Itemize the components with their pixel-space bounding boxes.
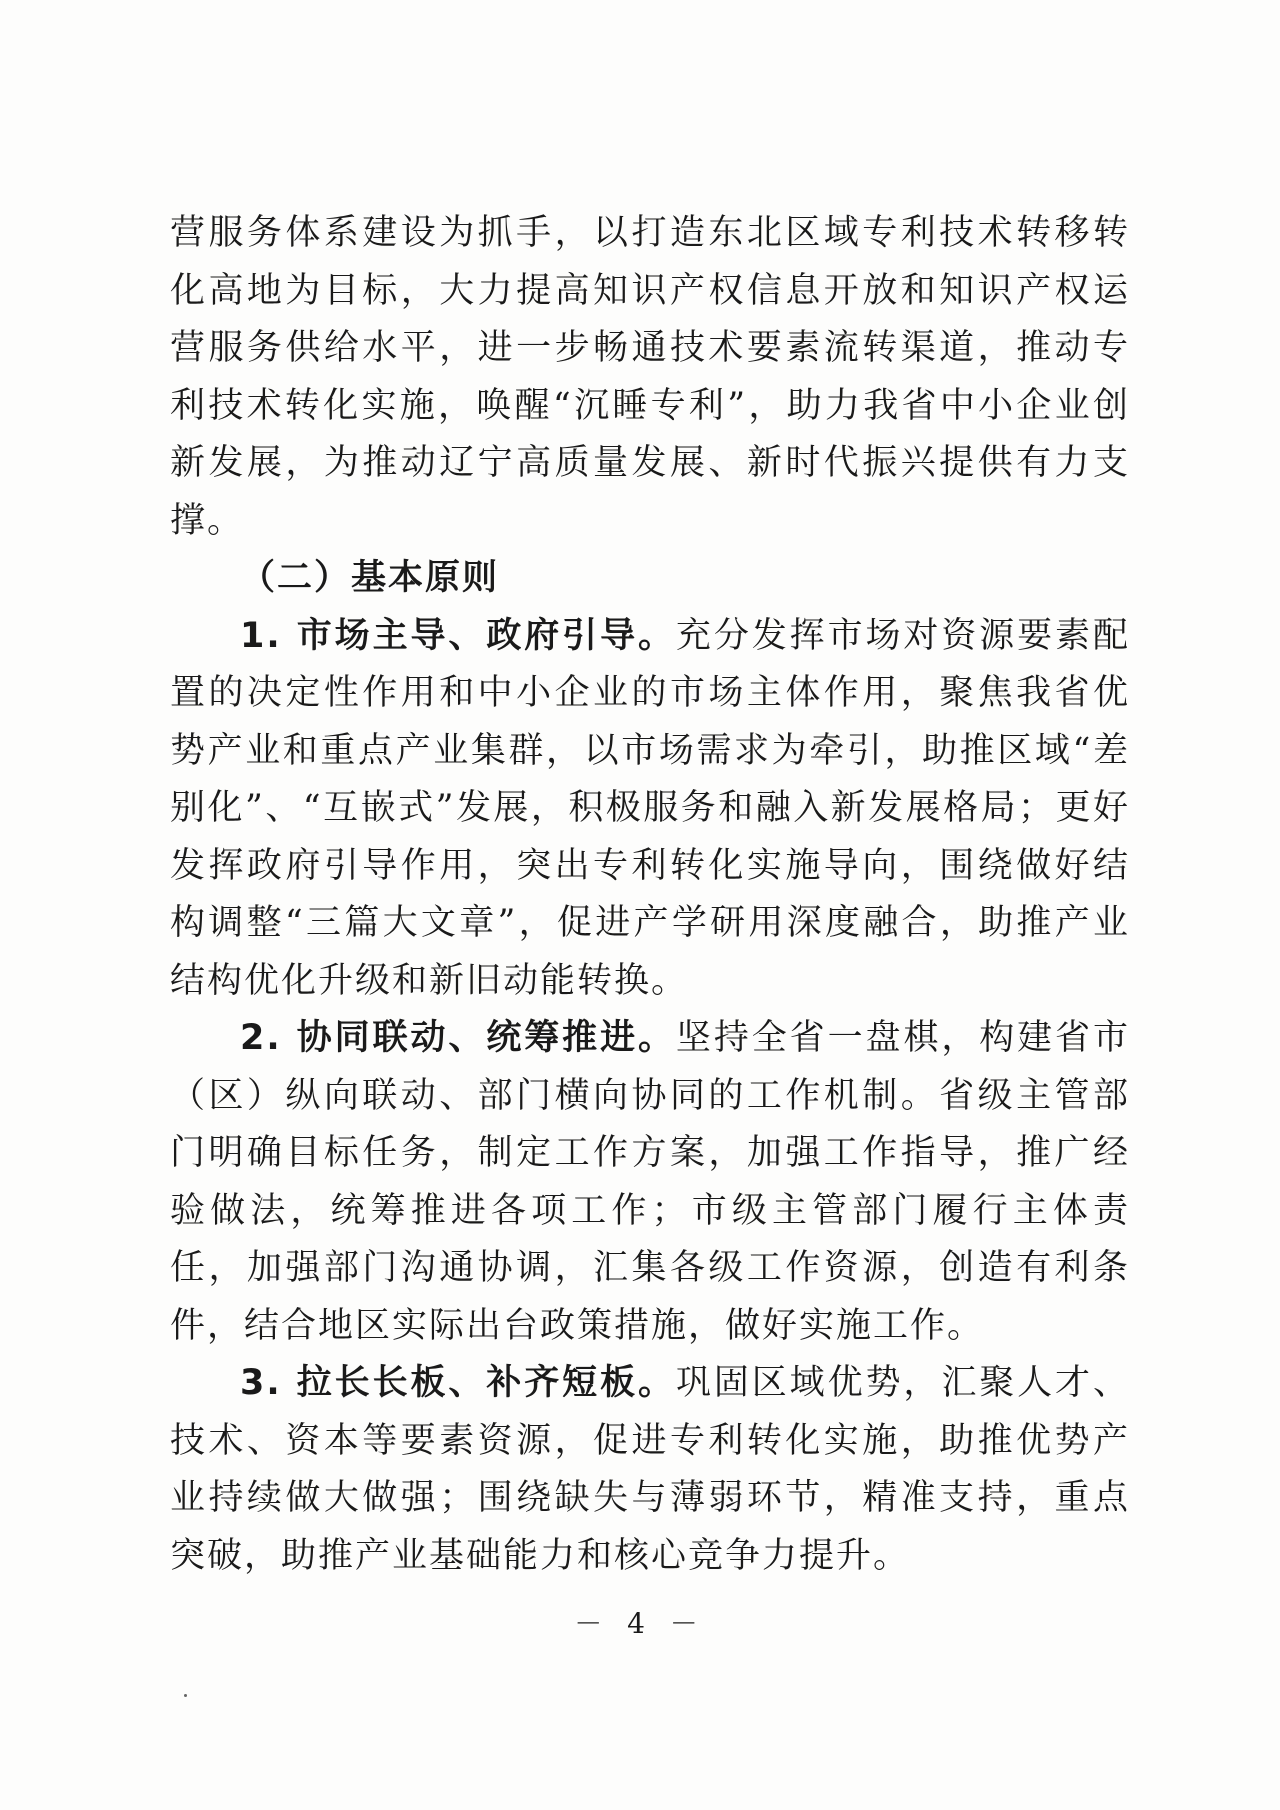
document-body (170, 205, 1130, 1585)
principle-paragraph-3 (170, 1355, 1130, 1585)
principle-paragraph-1 (170, 608, 1130, 1011)
scan-speck (184, 1694, 187, 1697)
principle-text-2: 坚持全省一盘棋，构建省市（区）纵向联动、部门横向协同的工作机制。省级主管部门明确目标任务，制定工作方案，加强工作指导，推广经验做法，统筹推进各项工作；市级主管部门履行主体责任，加强部门沟通协调，汇集各级工作资源，创造有利条件，结合地区实际出台政策措施，做好实施工作。 (170, 1018, 1130, 1346)
principle-text-3: 巩固区域优势，汇聚人才、技术、资本等要素资源，促进专利转化实施，助推优势产业持续做大做强；围绕缺失与薄弱环节，精准支持，重点突破，助推产业基础能力和核心竞争力提升。 (170, 1363, 1130, 1576)
principle-text-1: 充分发挥市场对资源要素配置的决定性作用和中小企业的市场主体作用，聚焦我省优势产业和重点产业集群，以市场需求为牵引，助推区域“差别化”、“互嵌式”发展，积极服务和融入新发展格局；更好发挥政府引导作用，突出专利转化实施导向，围绕做好结构调整“三篇大文章”，促进产学研用深度融合，助推产业结构优化升级和新旧动能转换。 (170, 615, 1130, 1001)
principle-paragraph-2 (170, 1010, 1130, 1355)
page-number: － 4 － (574, 1607, 706, 1640)
principle-lead-3: 3. 拉长长板、补齐短板。 (240, 1363, 676, 1403)
section-heading: （二）基本原则 (240, 558, 500, 598)
principle-lead-2: 2. 协同联动、统筹推进。 (240, 1018, 676, 1058)
principle-lead-1: 1. 市场主导、政府引导。 (240, 615, 676, 656)
opening-paragraph: 营服务体系建设为抓手，以打造东北区域专利技术转移转化高地为目标，大力提高知识产权信息开放和知识产权运营服务供给水平，进一步畅通技术要素流转渠道，推动专利技术转化实施，唤醒“沉睡专利”，助力我省中小企业创新发展，为推动辽宁高质量发展、新时代振兴提供有力支撑。 (170, 213, 1130, 541)
